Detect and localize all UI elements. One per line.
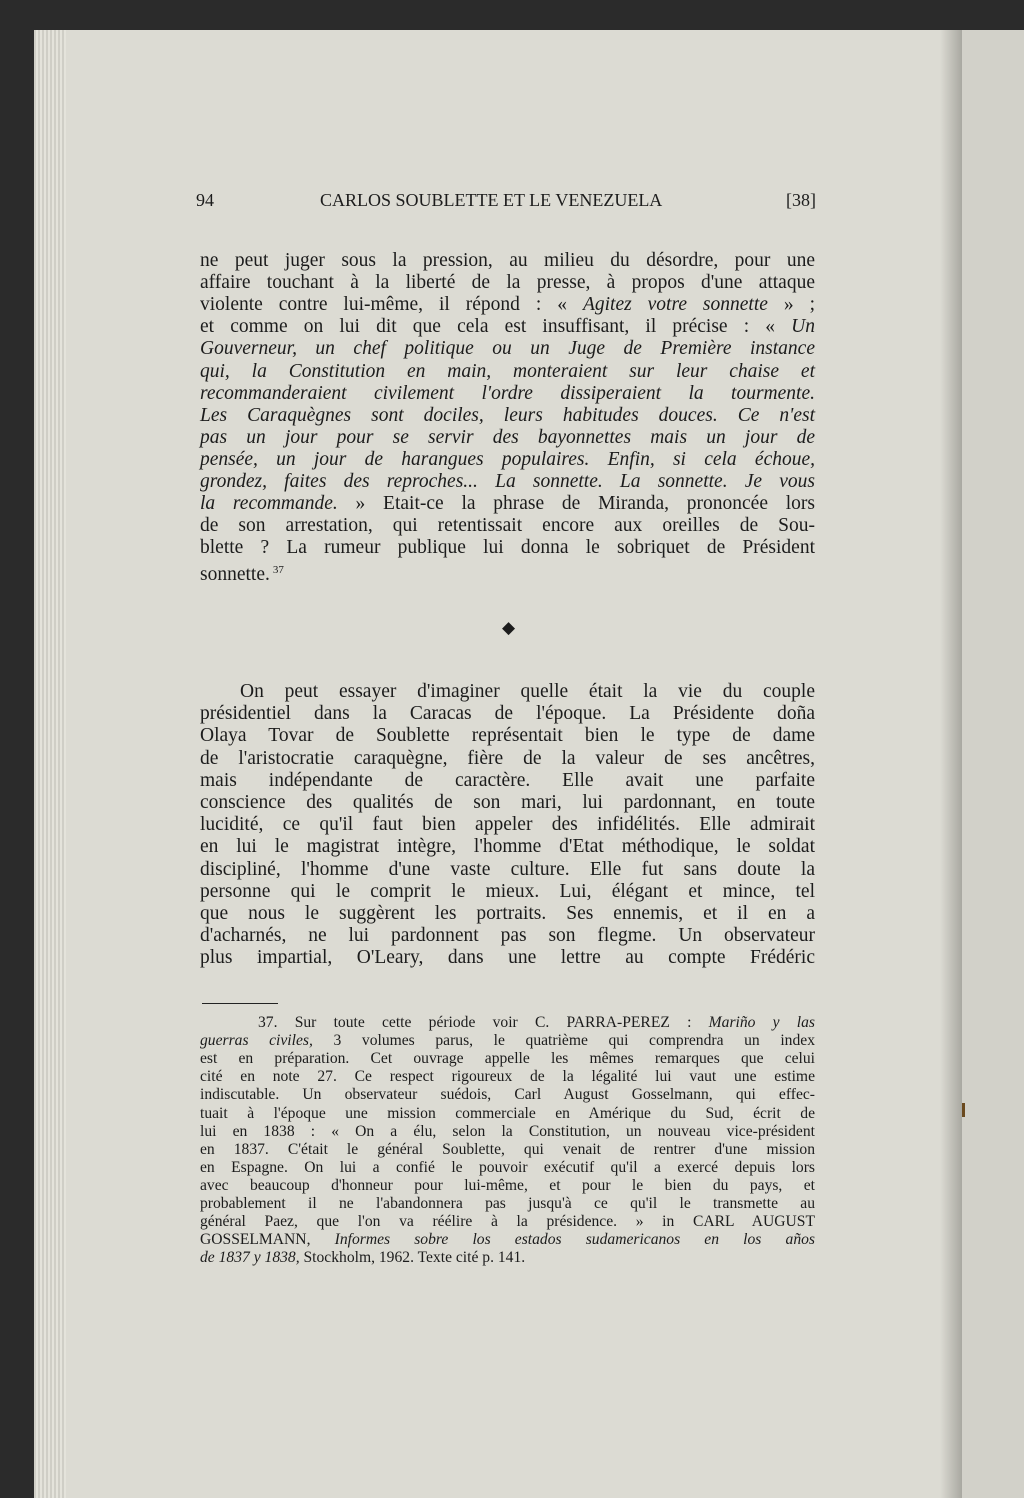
text-segment: lucidité, ce qu'il faut bien appeler des infidélités. Elle admirait xyxy=(200,814,815,836)
text-segment: conscience des qualités de son mari, lui pardonnant, en toute xyxy=(200,792,815,813)
text-line xyxy=(200,881,815,903)
text-line xyxy=(240,681,815,703)
text-line xyxy=(200,1086,815,1104)
italic-text: pensée, un jour de harangues populaires. Enfin, si cela échoue, xyxy=(200,448,815,470)
text-line xyxy=(200,1159,815,1177)
italic-text: guerras civiles, xyxy=(200,1032,313,1050)
text-segment: » Etait-ce la phrase de Miranda, prononcée lors xyxy=(337,493,815,515)
section-separator-diamond-icon: ◆ xyxy=(502,618,516,637)
text-line xyxy=(200,859,815,881)
text-line xyxy=(200,493,815,515)
text-line xyxy=(200,250,815,272)
text-line xyxy=(200,792,815,814)
text-line xyxy=(200,1195,815,1213)
italic-text: grondez, faites des reproches... La sonnette. La sonnette. Je vous xyxy=(200,471,815,492)
text-line xyxy=(200,272,815,294)
text-line xyxy=(200,338,815,360)
text-line xyxy=(200,471,815,493)
italic-text: recommanderaient civilement l'ordre dissiperaient la tourmente. xyxy=(200,382,815,404)
text-line xyxy=(200,316,815,338)
text-line xyxy=(200,770,815,792)
text-line xyxy=(200,703,815,725)
text-line xyxy=(200,1105,815,1123)
text-segment: » ; xyxy=(767,294,815,316)
text-line xyxy=(200,515,815,537)
text-segment: personne qui le comprit le mieux. Lui, élégant et mince, tel xyxy=(200,880,815,902)
text-line xyxy=(200,537,815,559)
text-segment: violente contre lui-même, il répond : « xyxy=(200,294,583,316)
text-segment: est en préparation. Cet ouvrage appelle les mêmes remarques que celui xyxy=(200,1050,815,1068)
text-line xyxy=(200,427,815,449)
text-segment: discipliné, l'homme d'une vaste culture. Elle fut sans doute la xyxy=(200,858,815,880)
text-segment: général Paez, que l'on va réélire à la présidence. » in CARL AUGUST xyxy=(200,1213,815,1231)
text-segment: lui en 1838 : « On a élu, selon la Constitution, un nouveau vice-président xyxy=(200,1122,815,1140)
text-line xyxy=(200,294,815,316)
text-segment: cité en note 27. Ce respect rigoureux de la légalité lui vaut une estime xyxy=(200,1068,815,1086)
italic-text: pas un jour pour se servir des bayonnettes mais un jour de xyxy=(200,426,815,448)
text-line xyxy=(200,559,815,586)
page-number: 94 xyxy=(196,190,214,210)
text-segment: et comme on lui dit que cela est insuffisant, il précise : « xyxy=(200,316,792,338)
italic-text: la recommande. xyxy=(200,493,338,515)
text-segment: GOSSELMANN, xyxy=(200,1231,335,1249)
text-segment: d'acharnés, ne lui pardonnent pas son flegme. Un observateur xyxy=(200,925,815,947)
italic-text: Informes sobre los estados sudamericanos en los años xyxy=(334,1231,815,1249)
text-segment: présidentiel dans la Caracas de l'époque. La Présidente doña xyxy=(200,703,815,725)
text-segment: 37. Sur toute cette période voir C. PARRA-PEREZ : xyxy=(258,1014,709,1031)
text-line xyxy=(200,836,815,858)
text-segment: On peut essayer d'imaginer quelle était la vie du couple xyxy=(240,681,815,702)
text-line xyxy=(200,1123,815,1141)
italic-text: Agitez votre sonnette xyxy=(582,294,768,316)
italic-text: Gouverneur, un chef politique ou un Juge de Première instance xyxy=(200,338,815,360)
italic-text: Mariño y las xyxy=(708,1014,815,1031)
text-line xyxy=(200,903,815,925)
running-title: CARLOS SOUBLETTE ET LE VENEZUELA xyxy=(320,190,663,210)
italic-text: Les Caraquègnes sont dociles, leurs habitudes douces. Ce n'est xyxy=(200,404,815,426)
page-edges xyxy=(34,30,66,1498)
text-line xyxy=(200,947,815,969)
italic-text: qui, la Constitution en main, monteraient sur leur chaise et xyxy=(200,360,815,382)
text-segment: avec beaucoup d'honneur pour lui-même, et pour le bien du pays, et xyxy=(200,1176,815,1194)
text-segment: de son arrestation, qui retentissait encore aux oreilles de Sou- xyxy=(200,515,815,537)
text-line xyxy=(200,1213,815,1231)
text-line xyxy=(200,1177,815,1195)
paper-speck xyxy=(962,1103,965,1117)
italic-text: Un xyxy=(791,316,815,338)
text-segment: affaire touchant à la liberté de la presse, à propos d'une attaque xyxy=(200,272,815,294)
text-line xyxy=(200,1141,815,1159)
text-segment: de l'aristocratie caraquègne, fière de la valeur de ses ancêtres, xyxy=(200,747,815,769)
text-segment: Stockholm, 1962. Texte cité p. 141. xyxy=(299,1249,526,1267)
text-line xyxy=(200,1032,815,1050)
text-segment: que nous le suggèrent les portraits. Ses ennemis, et il en a xyxy=(200,903,815,924)
text-line xyxy=(200,1050,815,1068)
text-line xyxy=(200,1068,815,1086)
text-segment: en Espagne. On lui a confié le pouvoir exécutif qu'il a exercé depuis lors xyxy=(200,1158,815,1176)
text-line xyxy=(200,814,815,836)
text-line xyxy=(200,1249,815,1267)
text-segment: mais indépendante de caractère. Elle avait une parfaite xyxy=(200,769,815,791)
text-segment: 3 volumes parus, le quatrième qui comprendra un index xyxy=(312,1032,815,1050)
text-line xyxy=(200,725,815,747)
text-segment: sonnette. xyxy=(200,564,270,586)
text-line xyxy=(200,405,815,427)
text-line xyxy=(200,449,815,471)
book-gutter xyxy=(940,30,962,1498)
text-segment: en lui le magistrat intègre, l'homme d'Etat méthodique, le soldat xyxy=(200,836,815,858)
text-segment: indiscutable. Un observateur suédois, Carl August Gosselmann, qui effec- xyxy=(200,1086,815,1104)
footnote-rule xyxy=(202,1003,278,1004)
text-line xyxy=(200,361,815,383)
text-segment: plus impartial, O'Leary, dans une lettre au compte Frédéric xyxy=(200,947,815,969)
text-segment: blette ? La rumeur publique lui donna le sobriquet de Président xyxy=(200,537,815,559)
text-line xyxy=(200,748,815,770)
text-segment: en 1837. C'était le général Soublette, qui venait de rentrer d'une mission xyxy=(200,1140,815,1158)
text-segment: tuait à l'époque une mission commerciale en Amérique du Sud, écrit de xyxy=(200,1104,815,1122)
footnote-reference[interactable]: 37 xyxy=(272,564,284,577)
text-line xyxy=(200,1231,815,1249)
text-segment: Olaya Tovar de Soublette représentait bien le type de dame xyxy=(200,725,815,747)
text-line xyxy=(258,1014,815,1032)
text-line xyxy=(200,925,815,947)
facing-page xyxy=(962,30,1024,1498)
text-line xyxy=(200,383,815,405)
text-segment: probablement il ne l'abandonnera pas jusqu'à ce qu'il le transmette au xyxy=(200,1195,815,1212)
italic-text: de 1837 y 1838, xyxy=(200,1249,300,1267)
running-header xyxy=(196,190,816,216)
bracket-page-number: [38] xyxy=(786,190,816,210)
text-segment: ne peut juger sous la pression, au milieu du désordre, pour une xyxy=(200,250,815,271)
